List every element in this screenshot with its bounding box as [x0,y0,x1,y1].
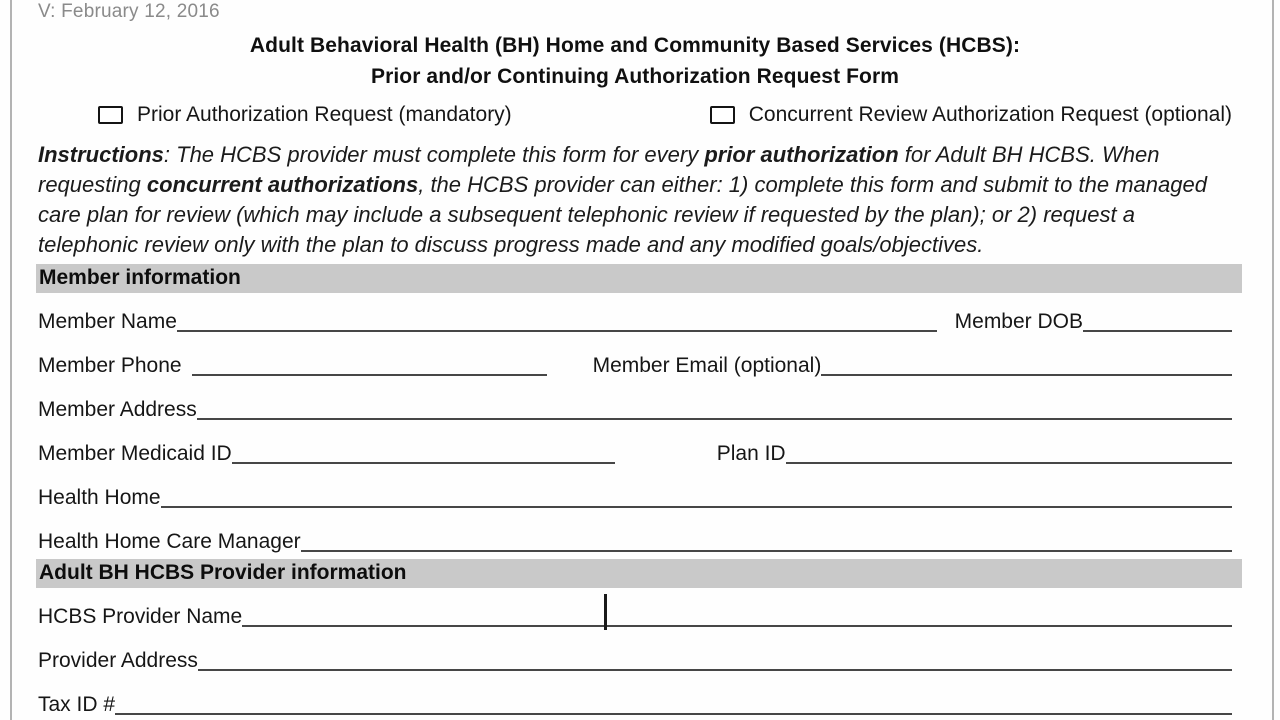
member-name-label: Member Name [38,310,177,333]
prior-authorization-option[interactable] [98,103,512,127]
instructions-text: , the HCBS provider can either: 1) complete this form and submit to the managed [418,172,1207,197]
member-dob-label: Member DOB [954,310,1083,333]
member-medicaid-id-input[interactable] [232,460,615,464]
member-name-row [38,306,1232,335]
tax-id-label: Tax ID # [38,693,116,716]
provider-information-section-header: Adult BH HCBS Provider information [36,559,1242,588]
hcbs-provider-name-label: HCBS Provider Name [38,605,243,628]
instructions-line-3 [38,200,1232,230]
instructions-line-4 [38,230,1232,260]
health-home-label: Health Home [38,486,161,509]
tax-id-row [38,689,1232,718]
health-home-row [38,482,1232,511]
member-information-section-header: Member information [36,264,1242,293]
prior-authorization-checkbox[interactable] [98,106,123,124]
health-home-care-manager-row [38,526,1232,555]
member-medicaid-id-label: Member Medicaid ID [38,442,232,465]
page-content [38,0,1232,718]
provider-address-row [38,645,1232,674]
member-phone-label: Member Phone [38,354,182,377]
health-home-care-manager-label: Health Home Care Manager [38,530,301,553]
provider-address-label: Provider Address [38,649,198,672]
concurrent-review-option[interactable] [710,103,1232,127]
concurrent-review-label: Concurrent Review Authorization Request (optional) [748,103,1232,126]
plan-id-input[interactable] [786,460,1232,464]
member-address-input[interactable] [197,416,1232,420]
instructions-text: care plan for review (which may include a subsequent telephonic review if requested by the plan); or 2) request a [38,202,1135,227]
member-phone-input[interactable] [192,372,547,376]
text-insertion-cursor [604,594,607,630]
tax-id-input[interactable] [115,711,1232,715]
page-right-edge-line [1272,0,1274,720]
instructions-line-1 [38,140,1232,170]
health-home-care-manager-input[interactable] [301,548,1232,552]
authorization-type-row [38,102,1232,128]
instructions-bold-phrase: prior authorization [704,142,899,167]
instructions-text: telephonic review only with the plan to discuss progress made and any modified goals/objectives. [38,232,984,257]
form-title-line-2: Prior and/or Continuing Authorization Request Form [370,65,900,88]
instructions-bold-phrase: concurrent authorizations [146,172,419,197]
member-name-input[interactable] [177,328,937,332]
member-address-label: Member Address [38,398,197,421]
instructions-text: for Adult BH HCBS. When [898,142,1160,167]
hcbs-provider-name-row [38,601,1232,630]
member-email-label: Member Email (optional) [592,354,822,377]
prior-authorization-label: Prior Authorization Request (mandatory) [137,103,512,126]
member-address-row [38,394,1232,423]
member-medicaid-id-row [38,438,1232,467]
form-title [38,30,1232,92]
member-email-input[interactable] [821,372,1232,376]
page-left-edge-line [10,0,12,720]
instructions-paragraph [38,140,1232,260]
concurrent-review-checkbox[interactable] [710,106,735,124]
member-phone-row [38,350,1232,379]
member-dob-input[interactable] [1083,328,1232,332]
hcbs-provider-name-input[interactable] [242,623,1232,627]
form-title-line-1: Adult Behavioral Health (BH) Home and Community Based Services (HCBS): [249,34,1021,57]
instructions-text: : The HCBS provider must complete this form for every [163,142,705,167]
health-home-input[interactable] [161,504,1232,508]
provider-address-input[interactable] [198,667,1232,671]
instructions-bold-word: Instructions [38,142,164,167]
instructions-text: requesting [38,172,147,197]
instructions-line-2 [38,170,1232,200]
version-label: V: February 12, 2016 [38,1,220,22]
plan-id-label: Plan ID [716,442,786,465]
